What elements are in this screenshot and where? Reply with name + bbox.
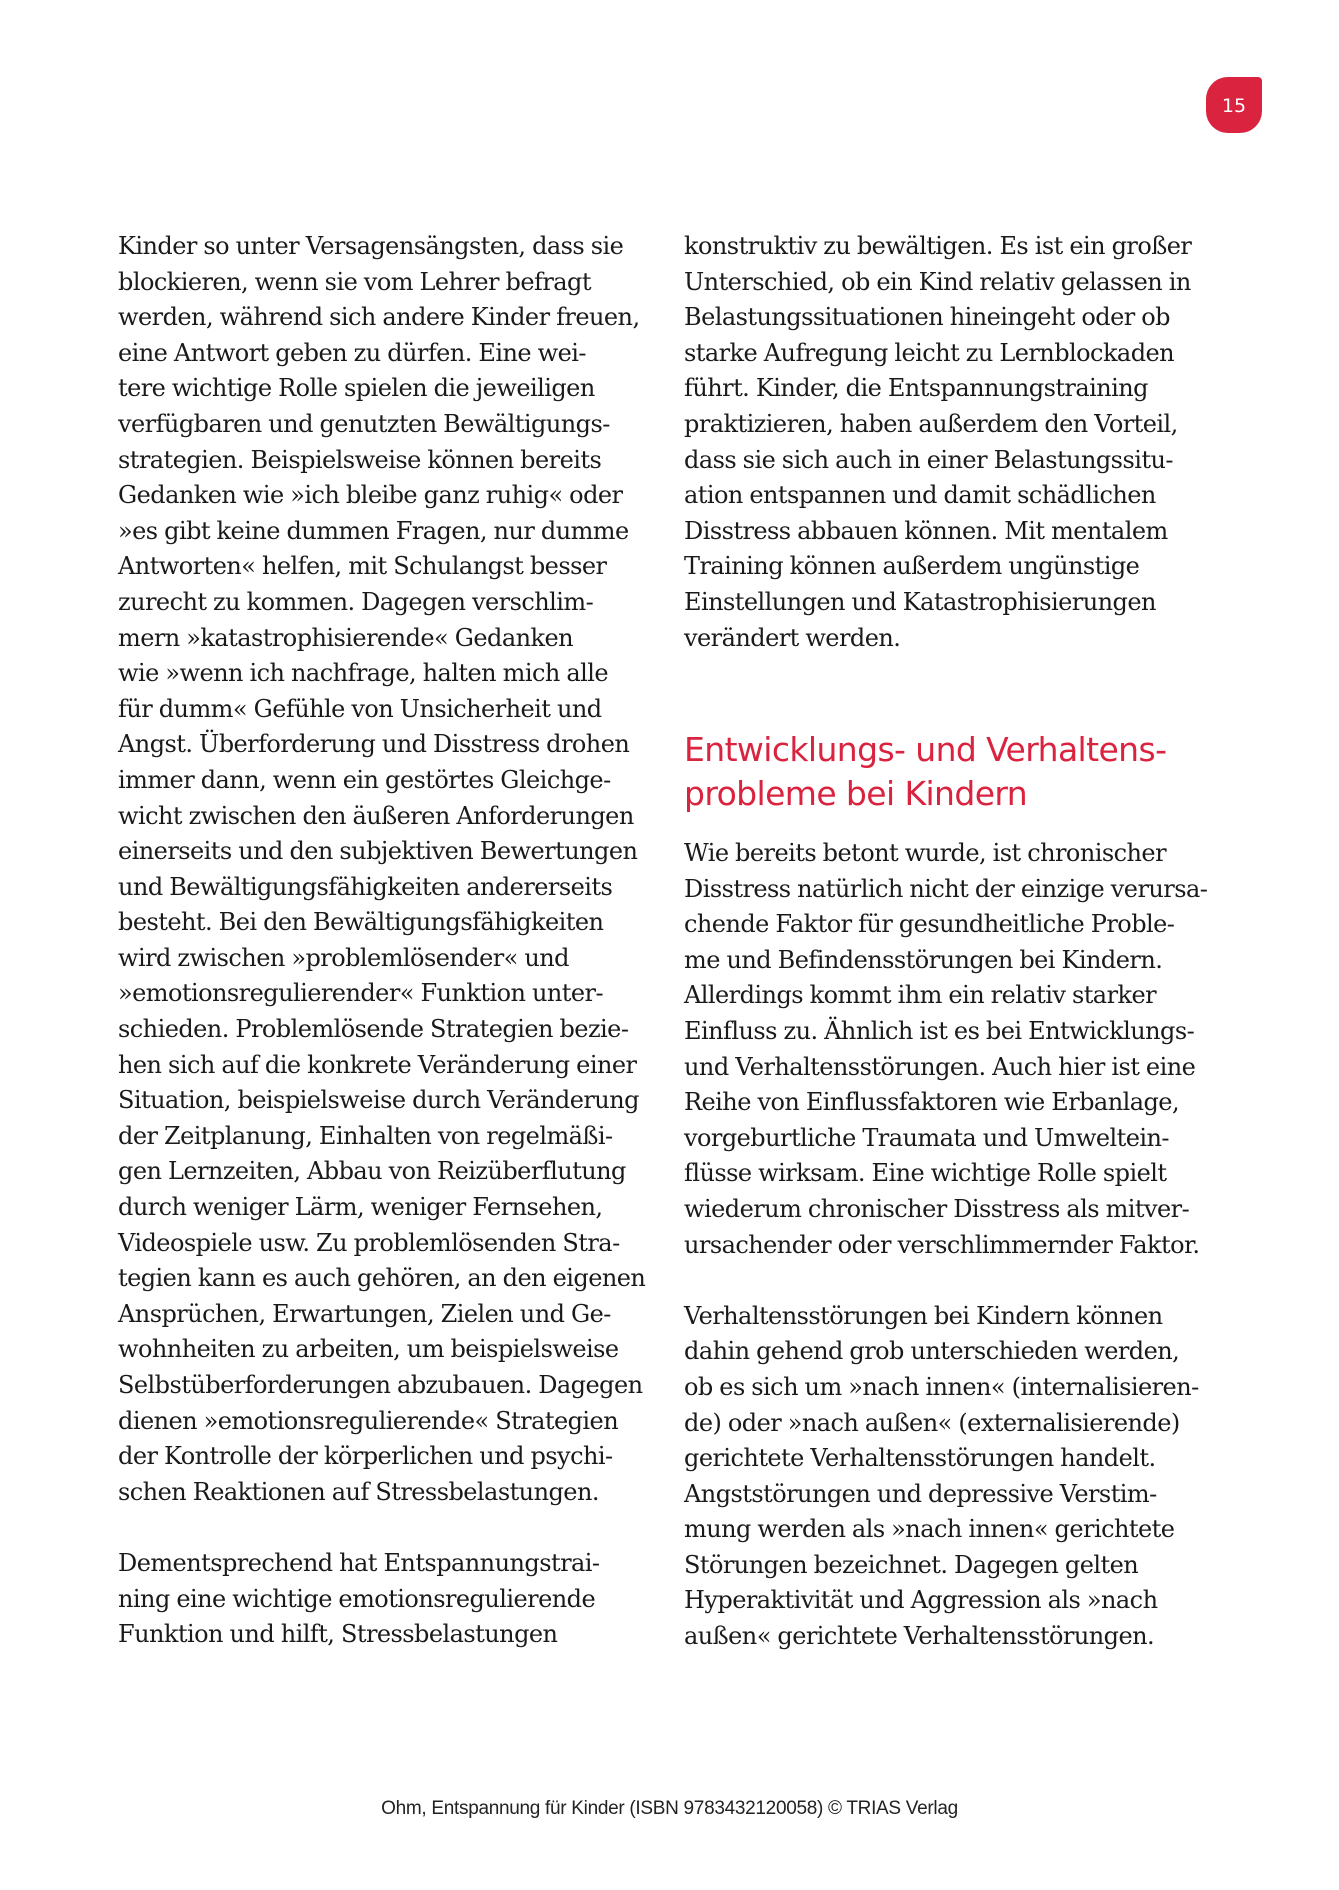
text-line: Verhaltensstörungen bei Kindern können: [684, 1301, 1163, 1330]
right-paragraph-2: [684, 836, 1224, 1263]
text-line: verfügbaren und genutzten Bewältigungs-: [118, 409, 610, 438]
text-line: der Kontrolle der körperlichen und psychi-: [118, 1442, 613, 1471]
left-column: [118, 229, 658, 1653]
paragraph-gap: [118, 1510, 658, 1546]
text-line: praktizieren, haben außerdem den Vorteil,: [684, 409, 1178, 438]
text-line: flüsse wirksam. Eine wichtige Rolle spielt: [684, 1159, 1167, 1188]
paragraph-gap: [684, 1263, 1224, 1299]
text-line: wie »wenn ich nachfrage, halten mich alle: [118, 659, 609, 688]
right-column: [684, 229, 1224, 656]
section-heading-line: Entwicklungs- und Verhaltens-: [684, 730, 1167, 769]
text-line: werden, während sich andere Kinder freuen,: [118, 303, 640, 332]
text-line: führt. Kinder, die Entspannungstraining: [684, 374, 1148, 403]
text-line: Einstellungen und Katastrophisierungen: [684, 587, 1156, 616]
text-line: mung werden als »nach innen« gerichtete: [684, 1515, 1175, 1544]
text-line: hen sich auf die konkrete Veränderung einer: [118, 1050, 637, 1079]
text-line: immer dann, wenn ein gestörtes Gleichge-: [118, 765, 611, 794]
text-line: wicht zwischen den äußeren Anforderungen: [118, 801, 634, 830]
text-line: tere wichtige Rolle spielen die jeweiligen: [118, 374, 595, 403]
text-line: ursachender oder verschlimmernder Faktor.: [684, 1230, 1200, 1259]
text-line: ning eine wichtige emotionsregulierende: [118, 1584, 596, 1613]
text-line: wird zwischen »problemlösender« und: [118, 943, 570, 972]
text-line: mern »katastrophisierende« Gedanken: [118, 623, 574, 652]
section-heading: [684, 728, 1166, 816]
text-line: Gedanken wie »ich bleibe ganz ruhig« oder: [118, 481, 623, 510]
text-line: außen« gerichtete Verhaltensstörungen.: [684, 1622, 1155, 1651]
text-line: Disstress natürlich nicht der einzige verursa-: [684, 874, 1208, 903]
text-line: ation entspannen und damit schädlichen: [684, 481, 1156, 510]
text-line: verändert werden.: [684, 623, 901, 652]
text-line: Training können außerdem ungünstige: [684, 552, 1140, 581]
right-paragraph-1: [684, 229, 1224, 656]
text-line: gen Lernzeiten, Abbau von Reizüberflutung: [118, 1157, 626, 1186]
text-line: Störungen bezeichnet. Dagegen gelten: [684, 1550, 1139, 1579]
text-line: vorgeburtliche Traumata und Umweltein-: [684, 1123, 1169, 1152]
text-line: Hyperaktivität und Aggression als »nach: [684, 1586, 1158, 1615]
text-line: dass sie sich auch in einer Belastungssitu-: [684, 445, 1173, 474]
text-line: zurecht zu kommen. Dagegen verschlim-: [118, 587, 594, 616]
text-line: konstruktiv zu bewältigen. Es ist ein großer: [684, 232, 1192, 260]
text-line: Dementsprechend hat Entspannungstrai-: [118, 1548, 600, 1577]
text-line: dienen »emotionsregulierende« Strategien: [118, 1406, 619, 1435]
left-paragraph-2: [118, 1546, 658, 1653]
text-line: strategien. Beispielsweise können bereits: [118, 445, 602, 474]
text-line: Einfluss zu. Ähnlich ist es bei Entwicklungs-: [684, 1016, 1195, 1045]
text-line: dahin gehend grob unterschieden werden,: [684, 1337, 1180, 1366]
text-line: Reihe von Einflussfaktoren wie Erbanlage,: [684, 1088, 1180, 1117]
text-line: für dumm« Gefühle von Unsicherheit und: [118, 694, 602, 723]
text-line: Wie bereits betont wurde, ist chronischer: [684, 839, 1167, 867]
page-number: 15: [1221, 95, 1247, 117]
text-line: Situation, beispielsweise durch Veränderung: [118, 1086, 639, 1115]
text-line: de) oder »nach außen« (externalisierende): [684, 1408, 1180, 1437]
text-line: chende Faktor für gesundheitliche Proble-: [684, 910, 1175, 939]
right-section-body: [684, 836, 1224, 1655]
text-line: und Bewältigungsfähigkeiten andererseits: [118, 872, 613, 901]
text-line: Unterschied, ob ein Kind relativ gelassen in: [684, 267, 1191, 296]
text-line: me und Befindensstörungen bei Kindern.: [684, 945, 1163, 974]
right-paragraph-3: [684, 1299, 1224, 1655]
text-line: einerseits und den subjektiven Bewertungen: [118, 837, 638, 866]
text-line: ob es sich um »nach innen« (internalisieren-: [684, 1372, 1199, 1401]
text-line: wohnheiten zu arbeiten, um beispielsweise: [118, 1335, 619, 1364]
text-line: Selbstüberforderungen abzubauen. Dagegen: [118, 1371, 643, 1399]
text-line: gerichtete Verhaltensstörungen handelt.: [684, 1444, 1156, 1473]
text-line: Kinder so unter Versagensängsten, dass sie: [118, 232, 624, 260]
text-line: Disstress abbauen können. Mit mentalem: [684, 516, 1168, 545]
text-line: Ansprüchen, Erwartungen, Zielen und Ge-: [118, 1299, 611, 1328]
footer-copyright: Ohm, Entspannung für Kinder (ISBN 9783432120058) © TRIAS Verlag: [381, 1798, 958, 1819]
text-line: Allerdings kommt ihm ein relativ starker: [684, 981, 1157, 1010]
text-line: »es gibt keine dummen Fragen, nur dumme: [118, 516, 629, 545]
text-line: tegien kann es auch gehören, an den eigenen: [118, 1264, 646, 1293]
text-line: »emotionsregulierender« Funktion unter-: [118, 979, 604, 1008]
page-number-badge: [1206, 77, 1262, 133]
text-line: wiederum chronischer Disstress als mitver-: [684, 1194, 1190, 1223]
text-line: der Zeitplanung, Einhalten von regelmäßi-: [118, 1121, 613, 1150]
text-line: blockieren, wenn sie vom Lehrer befragt: [118, 267, 591, 296]
left-paragraph-1: [118, 229, 658, 1510]
text-line: eine Antwort geben zu dürfen. Eine wei-: [118, 338, 586, 367]
text-line: Belastungssituationen hineingeht oder ob: [684, 303, 1170, 332]
section-heading-line: probleme bei Kindern: [684, 774, 1028, 813]
text-line: besteht. Bei den Bewältigungsfähigkeiten: [118, 908, 604, 937]
text-line: Antworten« helfen, mit Schulangst besser: [118, 552, 607, 581]
text-line: und Verhaltensstörungen. Auch hier ist eine: [684, 1052, 1196, 1081]
text-line: Funktion und hilft, Stressbelastungen: [118, 1620, 558, 1649]
text-line: schieden. Problemlösende Strategien bezie-: [118, 1015, 629, 1044]
text-line: durch weniger Lärm, weniger Fernsehen,: [118, 1193, 603, 1222]
text-line: Angststörungen und depressive Verstim-: [684, 1479, 1157, 1508]
text-line: Angst. Überforderung und Disstress drohen: [118, 730, 630, 759]
text-line: schen Reaktionen auf Stressbelastungen.: [118, 1477, 599, 1506]
text-line: starke Aufregung leicht zu Lernblockaden: [684, 338, 1175, 367]
text-line: Videospiele usw. Zu problemlösenden Stra-: [118, 1228, 620, 1257]
